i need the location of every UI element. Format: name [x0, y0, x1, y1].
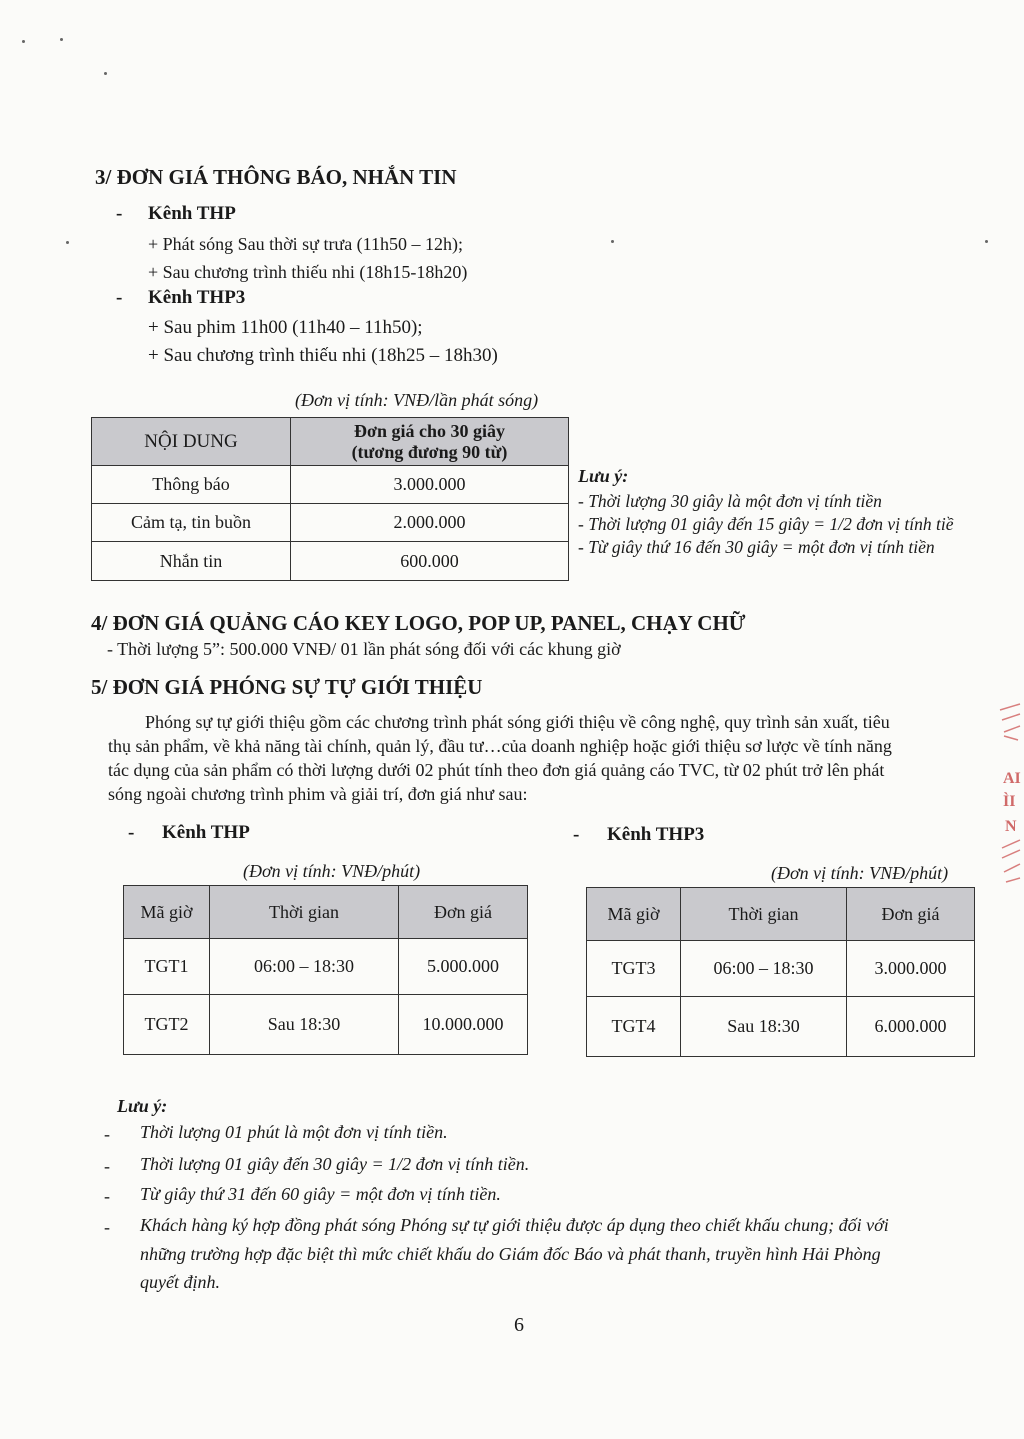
dash: -	[116, 203, 123, 224]
table-cell: TGT1	[124, 939, 210, 995]
thp3-line: + Sau phim 11h00 (11h40 – 11h50);	[148, 317, 423, 338]
stamp-text: N	[1005, 818, 1017, 835]
section4-line: - Thời lượng 5”: 500.000 VNĐ/ 01 lần phát sóng đối với các khung giờ	[107, 639, 621, 659]
paragraph-line: Phóng sự tự giới thiệu gồm các chương trình phát sóng giới thiệu về công nghệ, quy trình sản xuất, tiêu	[145, 712, 890, 732]
header-cell: NỘI DUNG	[92, 418, 291, 466]
unit-label: (Đơn vị tính: VNĐ/phút)	[243, 861, 421, 881]
table-row	[587, 997, 975, 1057]
header-cell: Thời gian	[210, 886, 399, 939]
table-cell: 06:00 – 18:30	[681, 941, 847, 997]
channel-thp3-label: Kênh THP3	[148, 287, 246, 308]
header-line: Đơn giá cho 30 giây	[354, 420, 505, 441]
thp-line: + Sau chương trình thiếu nhi (18h15-18h20)	[148, 262, 468, 282]
stamp-text: ÌI	[1003, 793, 1016, 810]
speck	[104, 72, 107, 75]
table-header-row	[124, 886, 528, 939]
note-line: - Từ giây thứ 16 đến 30 giây = một đơn vị tính tiền	[578, 537, 935, 557]
section5-heading: 5/ ĐƠN GIÁ PHÓNG SỰ TỰ GIỚI THIỆU	[91, 675, 483, 699]
table-cell: Nhắn tin	[92, 542, 291, 581]
table-header-row	[92, 418, 569, 466]
speck	[60, 38, 63, 41]
section4-heading: 4/ ĐƠN GIÁ QUẢNG CÁO KEY LOGO, POP UP, PANEL, CHẠY CHỮ	[91, 611, 746, 635]
thp-price-table	[123, 885, 528, 1055]
table-row	[92, 504, 569, 542]
table-cell: Thông báo	[92, 466, 291, 504]
table-cell: TGT3	[587, 941, 681, 997]
note-line: - Thời lượng 01 giây đến 15 giây = 1/2 đơn vị tính tiề	[578, 514, 954, 534]
table-row	[124, 995, 528, 1055]
dash: -	[116, 287, 123, 308]
channel-thp-label: Kênh THP	[148, 203, 236, 224]
table-header-row	[587, 888, 975, 941]
dash: -	[104, 1156, 110, 1176]
note-line: những trường hợp đặc biệt thì mức chiết khấu do Giám đốc Báo và phát thanh, truyền hình Hải Phòng	[140, 1244, 881, 1264]
speck	[985, 240, 988, 243]
note-line: Thời lượng 01 giây đến 30 giây = 1/2 đơn vị tính tiền.	[140, 1154, 530, 1174]
stamp-text: AI	[1003, 770, 1021, 787]
table-cell: 600.000	[291, 542, 569, 581]
speck	[611, 240, 614, 243]
table-cell: 5.000.000	[399, 939, 528, 995]
dash: -	[128, 822, 135, 843]
header-cell: Đơn giá	[847, 888, 975, 941]
table-cell: Cảm tạ, tin buồn	[92, 504, 291, 542]
channel-thp3-label: Kênh THP3	[607, 824, 705, 845]
paragraph-line: tác dụng của sản phẩm có thời lượng dưới 02 phút tính theo đơn giá quảng cáo TVC, từ 02 phút trở lên phát	[108, 760, 885, 780]
dash: -	[104, 1124, 110, 1144]
header-line: (tương đương 90 từ)	[351, 441, 508, 462]
announcement-price-table	[91, 417, 569, 581]
note-title: Lưu ý:	[117, 1096, 168, 1116]
unit-label: (Đơn vị tính: VNĐ/phút)	[771, 863, 949, 883]
table-cell: 2.000.000	[291, 504, 569, 542]
thp-line: + Phát sóng Sau thời sự trưa (11h50 – 12h);	[148, 234, 463, 254]
note-line: Khách hàng ký hợp đồng phát sóng Phóng sự tự giới thiệu được áp dụng theo chiết khấu chung; đối với	[140, 1215, 889, 1235]
dash: -	[104, 1217, 110, 1237]
thp3-price-table	[586, 887, 975, 1057]
dash: -	[104, 1186, 110, 1206]
table-cell: 3.000.000	[291, 466, 569, 504]
unit-label: (Đơn vị tính: VNĐ/lần phát sóng)	[295, 390, 539, 410]
table-cell: 3.000.000	[847, 941, 975, 997]
note-line: Từ giây thứ 31 đến 60 giây = một đơn vị tính tiền.	[140, 1184, 501, 1204]
table-cell: 06:00 – 18:30	[210, 939, 399, 995]
header-cell: Thời gian	[681, 888, 847, 941]
table-row	[92, 466, 569, 504]
table-row	[124, 939, 528, 995]
table-row	[92, 542, 569, 581]
table-cell: TGT2	[124, 995, 210, 1055]
note-title: Lưu ý:	[578, 466, 629, 486]
section3-heading: 3/ ĐƠN GIÁ THÔNG BÁO, NHẮN TIN	[95, 165, 457, 189]
header-cell	[291, 418, 569, 466]
speck	[22, 40, 25, 43]
channel-thp-label: Kênh THP	[162, 822, 250, 843]
header-cell: Mã giờ	[587, 888, 681, 941]
table-cell: 6.000.000	[847, 997, 975, 1057]
speck	[66, 241, 69, 244]
header-cell: Đơn giá	[399, 886, 528, 939]
paragraph-line: sóng ngoài chương trình phim và giải trí, đơn giá như sau:	[108, 784, 528, 804]
header-cell: Mã giờ	[124, 886, 210, 939]
table-cell: Sau 18:30	[681, 997, 847, 1057]
paragraph-line: thụ sản phẩm, về khả năng tài chính, quản lý, đầu tư…của doanh nghiệp hoặc giới thiệu sơ lược về tính năng	[108, 736, 892, 756]
page-number: 6	[514, 1314, 524, 1336]
table-cell: Sau 18:30	[210, 995, 399, 1055]
dash: -	[573, 824, 580, 845]
note-line: - Thời lượng 30 giây là một đơn vị tính tiền	[578, 491, 882, 511]
thp3-line: + Sau chương trình thiếu nhi (18h25 – 18h30)	[148, 345, 498, 366]
table-cell: TGT4	[587, 997, 681, 1057]
note-line: quyết định.	[140, 1272, 220, 1292]
note-line: Thời lượng 01 phút là một đơn vị tính tiền.	[140, 1122, 448, 1142]
table-cell: 10.000.000	[399, 995, 528, 1055]
table-row	[587, 941, 975, 997]
